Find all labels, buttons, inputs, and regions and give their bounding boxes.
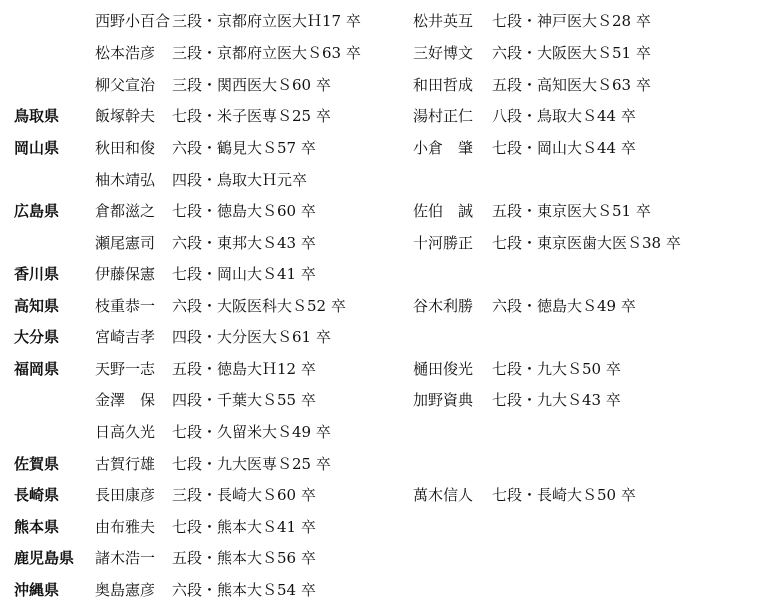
- member-rank-school: 七段・熊本大Ｓ41 卒: [172, 518, 316, 536]
- member-rank-school: 七段・岡山大Ｓ41 卒: [172, 265, 316, 283]
- member-name: 松井英互: [413, 12, 474, 30]
- member-rank-school: 六段・東邦大Ｓ43 卒: [172, 234, 316, 252]
- prefecture-label: 長崎県: [14, 486, 60, 504]
- member-rank-school: 六段・大阪医大Ｓ51 卒: [492, 44, 651, 62]
- member-name: 奥島憲彦: [95, 581, 156, 599]
- member-rank-school: 五段・徳島大Ｈ12 卒: [172, 360, 316, 378]
- member-name: 松本浩彦: [95, 44, 156, 62]
- member-rank-school: 四段・千葉大Ｓ55 卒: [172, 391, 316, 409]
- member-rank-school: 三段・関西医大Ｓ60 卒: [172, 76, 331, 94]
- list-row: [0, 578, 760, 602]
- member-rank-school: 六段・大阪医科大Ｓ52 卒: [172, 297, 346, 315]
- list-row: [0, 515, 760, 539]
- member-name: 瀬尾憲司: [95, 234, 156, 252]
- list-row: [0, 546, 760, 570]
- list-row: [0, 231, 760, 255]
- member-name: 宮崎吉孝: [95, 328, 156, 346]
- member-rank-school: 七段・長崎大Ｓ50 卒: [492, 486, 636, 504]
- list-row: [0, 168, 760, 192]
- prefecture-label: 鹿児島県: [14, 549, 75, 567]
- list-row: [0, 104, 760, 128]
- member-rank-school: 七段・九大Ｓ43 卒: [492, 391, 621, 409]
- list-row: [0, 420, 760, 444]
- member-name: 諸木浩一: [95, 549, 156, 567]
- member-name: 西野小百合: [95, 12, 171, 30]
- member-rank-school: 七段・岡山大Ｓ44 卒: [492, 139, 636, 157]
- prefecture-label: 佐賀県: [14, 455, 60, 473]
- member-rank-school: 七段・九大医専Ｓ25 卒: [172, 455, 331, 473]
- member-name: 柚木靖弘: [95, 171, 156, 189]
- member-rank-school: 四段・大分医大Ｓ61 卒: [172, 328, 331, 346]
- member-name: 金澤 保: [95, 391, 156, 409]
- member-name: 倉都滋之: [95, 202, 156, 220]
- list-row: [0, 41, 760, 65]
- prefecture-label: 香川県: [14, 265, 60, 283]
- member-rank-school: 七段・九大Ｓ50 卒: [492, 360, 621, 378]
- member-rank-school: 七段・徳島大Ｓ60 卒: [172, 202, 316, 220]
- member-name: 谷木利勝: [413, 297, 474, 315]
- member-rank-school: 五段・熊本大Ｓ56 卒: [172, 549, 316, 567]
- list-row: [0, 325, 760, 349]
- list-row: [0, 199, 760, 223]
- member-rank-school: 五段・高知医大Ｓ63 卒: [492, 76, 651, 94]
- prefecture-label: 熊本県: [14, 518, 60, 536]
- member-rank-school: 七段・久留米大Ｓ49 卒: [172, 423, 331, 441]
- member-name: 柳父宣治: [95, 76, 156, 94]
- prefecture-label: 大分県: [14, 328, 60, 346]
- list-row: [0, 73, 760, 97]
- member-name: 小倉 肇: [413, 139, 474, 157]
- prefecture-label: 鳥取県: [14, 107, 60, 125]
- list-row: [0, 294, 760, 318]
- member-rank-school: 三段・長崎大Ｓ60 卒: [172, 486, 316, 504]
- member-rank-school: 四段・鳥取大Ｈ元卒: [172, 171, 308, 189]
- member-name: 十河勝正: [413, 234, 474, 252]
- prefecture-label: 高知県: [14, 297, 60, 315]
- member-name: 由布雅夫: [95, 518, 156, 536]
- member-name: 日高久光: [95, 423, 156, 441]
- member-rank-school: 六段・熊本大Ｓ54 卒: [172, 581, 316, 599]
- member-name: 加野資典: [413, 391, 474, 409]
- member-name: 佐伯 誠: [413, 202, 474, 220]
- member-name: 湯村正仁: [413, 107, 474, 125]
- member-name: 天野一志: [95, 360, 156, 378]
- member-rank-school: 三段・京都府立医大Ｓ63 卒: [172, 44, 361, 62]
- member-name: 和田哲成: [413, 76, 474, 94]
- member-rank-school: 三段・京都府立医大Ｈ17 卒: [172, 12, 361, 30]
- member-rank-school: 五段・東京医大Ｓ51 卒: [492, 202, 651, 220]
- member-rank-school: 七段・神戸医大Ｓ28 卒: [492, 12, 651, 30]
- prefecture-label: 福岡県: [14, 360, 60, 378]
- prefecture-label: 広島県: [14, 202, 60, 220]
- member-name: 古賀行雄: [95, 455, 156, 473]
- member-rank-school: 八段・鳥取大Ｓ44 卒: [492, 107, 636, 125]
- prefecture-label: 沖縄県: [14, 581, 60, 599]
- member-rank-school: 七段・東京医歯大医Ｓ38 卒: [492, 234, 681, 252]
- member-rank-school: 六段・鶴見大Ｓ57 卒: [172, 139, 316, 157]
- member-name: 伊藤保憲: [95, 265, 156, 283]
- list-row: [0, 9, 760, 33]
- list-row: [0, 483, 760, 507]
- member-name: 三好博文: [413, 44, 474, 62]
- list-row: [0, 357, 760, 381]
- list-row: [0, 136, 760, 160]
- prefecture-label: 岡山県: [14, 139, 60, 157]
- list-row: [0, 388, 760, 412]
- member-name: 長田康彦: [95, 486, 156, 504]
- list-row: [0, 452, 760, 476]
- member-name: 飯塚幹夫: [95, 107, 156, 125]
- member-name: 萬木信人: [413, 486, 474, 504]
- member-name: 枝重恭一: [95, 297, 156, 315]
- member-rank-school: 六段・徳島大Ｓ49 卒: [492, 297, 636, 315]
- member-rank-school: 七段・米子医専Ｓ25 卒: [172, 107, 331, 125]
- list-row: [0, 262, 760, 286]
- member-name: 樋田俊光: [413, 360, 474, 378]
- member-name: 秋田和俊: [95, 139, 156, 157]
